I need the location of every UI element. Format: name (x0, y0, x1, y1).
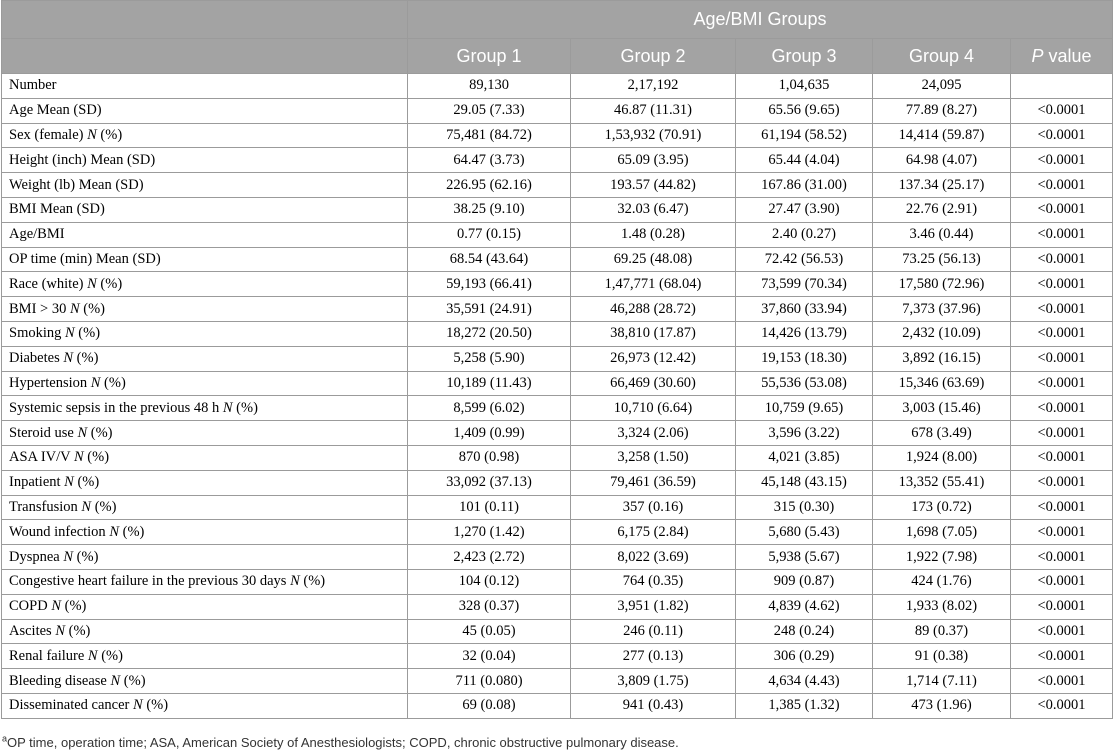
cell-group-4: 137.34 (25.17) (873, 173, 1011, 198)
cell-group-1: 32 (0.04) (408, 644, 571, 669)
cell-group-4: 15,346 (63.69) (873, 371, 1011, 396)
cell-group-2: 65.09 (3.95) (571, 148, 736, 173)
table-row (2, 297, 1113, 322)
row-label-suffix: (%) (299, 573, 326, 590)
row-label-italic: N (110, 672, 121, 689)
row-label (2, 272, 408, 297)
column-header-group-3: Group 3 (736, 39, 873, 74)
cell-p-value: <0.0001 (1011, 247, 1113, 272)
cell-group-1: 1,409 (0.99) (408, 421, 571, 446)
cell-group-1: 5,258 (5.90) (408, 346, 571, 371)
row-label-text: Sex (female) (9, 126, 88, 143)
table-row (2, 644, 1113, 669)
table-row (2, 272, 1113, 297)
cell-group-2: 3,951 (1.82) (571, 594, 736, 619)
cell-group-4: 424 (1.76) (873, 569, 1011, 594)
table-row (2, 197, 1113, 222)
cell-group-4: 1,922 (7.98) (873, 545, 1011, 570)
table-row (2, 247, 1113, 272)
footnote (2, 735, 679, 750)
row-label-text: Disseminated cancer (9, 697, 134, 714)
cell-group-3: 14,426 (13.79) (736, 321, 873, 346)
cell-group-2: 69.25 (48.08) (571, 247, 736, 272)
cell-p-value: <0.0001 (1011, 222, 1113, 247)
cell-group-3: 315 (0.30) (736, 495, 873, 520)
cell-group-4: 173 (0.72) (873, 495, 1011, 520)
cell-group-2: 3,324 (2.06) (571, 421, 736, 446)
cell-group-3: 10,759 (9.65) (736, 396, 873, 421)
cell-group-1: 33,092 (37.13) (408, 470, 571, 495)
cell-group-3: 167.86 (31.00) (736, 173, 873, 198)
row-label-suffix: (%) (87, 424, 113, 441)
p-italic: P (1031, 45, 1044, 66)
row-label (2, 247, 408, 272)
cell-group-3: 27.47 (3.90) (736, 197, 873, 222)
cell-group-4: 22.76 (2.91) (873, 197, 1011, 222)
row-label-text: OP time (min) Mean (SD) (9, 250, 161, 267)
cell-group-2: 1,47,771 (68.04) (571, 272, 736, 297)
cell-group-2: 66,469 (30.60) (571, 371, 736, 396)
cell-group-1: 711 (0.080) (408, 669, 571, 694)
cell-p-value: <0.0001 (1011, 173, 1113, 198)
cell-group-1: 1,270 (1.42) (408, 520, 571, 545)
cell-group-3: 37,860 (33.94) (736, 297, 873, 322)
cell-group-3: 248 (0.24) (736, 619, 873, 644)
row-label-italic: N (87, 647, 98, 664)
row-label-suffix: (%) (96, 275, 123, 292)
row-label-suffix: (%) (91, 498, 117, 515)
header-blank-cell (2, 39, 408, 74)
row-label-italic: N (63, 548, 74, 565)
table-row (2, 173, 1113, 198)
row-label (2, 297, 408, 322)
cell-group-3: 4,839 (4.62) (736, 594, 873, 619)
cell-group-3: 65.44 (4.04) (736, 148, 873, 173)
row-label-text: Age Mean (SD) (9, 102, 102, 119)
row-label (2, 594, 408, 619)
cell-p-value: <0.0001 (1011, 421, 1113, 446)
row-label-suffix: (%) (100, 374, 126, 391)
row-label-italic: N (51, 598, 61, 615)
row-label-suffix: (%) (96, 126, 123, 143)
table-row (2, 74, 1113, 99)
cell-group-3: 909 (0.87) (736, 569, 873, 594)
row-label-text: Smoking (9, 325, 65, 342)
cell-group-2: 357 (0.16) (571, 495, 736, 520)
row-label-text: Steroid use (9, 424, 78, 441)
row-label (2, 669, 408, 694)
cell-group-3: 2.40 (0.27) (736, 222, 873, 247)
cell-p-value: <0.0001 (1011, 693, 1113, 718)
cell-p-value: <0.0001 (1011, 272, 1113, 297)
footnote-marker: a (2, 733, 8, 744)
row-label-text: BMI Mean (SD) (9, 201, 105, 218)
row-label (2, 396, 408, 421)
cell-group-4: 64.98 (4.07) (873, 148, 1011, 173)
cell-group-2: 246 (0.11) (571, 619, 736, 644)
table-row (2, 371, 1113, 396)
row-label (2, 495, 408, 520)
row-label-text: BMI > 30 (9, 300, 70, 317)
cell-group-2: 38,810 (17.87) (571, 321, 736, 346)
cell-group-4: 3,003 (15.46) (873, 396, 1011, 421)
p-rest: value (1043, 45, 1092, 66)
row-label-text: Bleeding disease (9, 672, 111, 689)
row-label-italic: N (55, 622, 65, 639)
cell-p-value: <0.0001 (1011, 321, 1113, 346)
row-label-suffix: (%) (60, 598, 87, 615)
cell-p-value: <0.0001 (1011, 545, 1113, 570)
table-row (2, 594, 1113, 619)
cell-group-1: 75,481 (84.72) (408, 123, 571, 148)
row-label-text: Diabetes (9, 350, 64, 367)
cell-group-3: 1,385 (1.32) (736, 693, 873, 718)
cell-p-value: <0.0001 (1011, 569, 1113, 594)
cell-p-value: <0.0001 (1011, 396, 1113, 421)
row-label (2, 470, 408, 495)
cell-p-value: <0.0001 (1011, 470, 1113, 495)
table-row (2, 470, 1113, 495)
table-row (2, 569, 1113, 594)
cell-group-4: 1,714 (7.11) (873, 669, 1011, 694)
cell-group-4: 1,924 (8.00) (873, 445, 1011, 470)
cell-group-2: 193.57 (44.82) (571, 173, 736, 198)
cell-group-4: 473 (1.96) (873, 693, 1011, 718)
cell-group-4: 24,095 (873, 74, 1011, 99)
cell-group-4: 3.46 (0.44) (873, 222, 1011, 247)
row-label-suffix: (%) (97, 647, 123, 664)
cell-group-1: 29.05 (7.33) (408, 98, 571, 123)
row-label-italic: N (81, 498, 92, 515)
row-label-suffix: (%) (118, 523, 145, 540)
cell-group-1: 68.54 (43.64) (408, 247, 571, 272)
row-label (2, 222, 408, 247)
row-label (2, 197, 408, 222)
column-header-group-2: Group 2 (571, 39, 736, 74)
table-row (2, 321, 1113, 346)
row-label-italic: N (64, 474, 74, 491)
cell-group-1: 0.77 (0.15) (408, 222, 571, 247)
cell-group-2: 10,710 (6.64) (571, 396, 736, 421)
row-label-italic: N (69, 300, 80, 317)
table-body (2, 74, 1113, 719)
row-label-italic: N (222, 399, 233, 416)
row-label (2, 619, 408, 644)
cell-group-1: 8,599 (6.02) (408, 396, 571, 421)
row-label-suffix: (%) (83, 449, 110, 466)
row-label (2, 74, 408, 99)
cell-p-value: <0.0001 (1011, 669, 1113, 694)
row-label-text: Ascites (9, 622, 56, 639)
cell-p-value: <0.0001 (1011, 445, 1113, 470)
row-label (2, 421, 408, 446)
cell-group-4: 91 (0.38) (873, 644, 1011, 669)
cell-group-4: 17,580 (72.96) (873, 272, 1011, 297)
cell-p-value: <0.0001 (1011, 619, 1113, 644)
cell-group-1: 89,130 (408, 74, 571, 99)
row-label (2, 98, 408, 123)
cell-group-4: 14,414 (59.87) (873, 123, 1011, 148)
table-row (2, 693, 1113, 718)
cell-group-4: 678 (3.49) (873, 421, 1011, 446)
footnote-text: OP time, operation time; ASA, American Society of Anesthesiologists; COPD, chronic obstructive pulmonary disease. (7, 735, 679, 750)
row-label-italic: N (109, 523, 119, 540)
cell-group-2: 46,288 (28.72) (571, 297, 736, 322)
cell-p-value: <0.0001 (1011, 297, 1113, 322)
cell-group-2: 79,461 (36.59) (571, 470, 736, 495)
table-row (2, 123, 1113, 148)
row-label-suffix: (%) (64, 622, 91, 639)
cell-p-value: <0.0001 (1011, 594, 1113, 619)
cell-group-3: 3,596 (3.22) (736, 421, 873, 446)
cell-group-4: 7,373 (37.96) (873, 297, 1011, 322)
cell-group-2: 764 (0.35) (571, 569, 736, 594)
row-label-text: Race (white) (9, 275, 88, 292)
cell-group-3: 4,634 (4.43) (736, 669, 873, 694)
table-row (2, 520, 1113, 545)
row-label-suffix: (%) (79, 300, 105, 317)
row-label-text: Inpatient (9, 474, 65, 491)
table-header (2, 1, 1113, 74)
row-label-italic: N (65, 325, 75, 342)
column-header-group-1: Group 1 (408, 39, 571, 74)
row-label (2, 545, 408, 570)
row-label-text: Number (9, 77, 57, 94)
column-header-p-value (1011, 39, 1113, 74)
row-label-suffix: (%) (74, 325, 101, 342)
group-title: Age/BMI Groups (408, 1, 1113, 39)
cell-group-3: 65.56 (9.65) (736, 98, 873, 123)
cell-group-1: 45 (0.05) (408, 619, 571, 644)
table-row (2, 545, 1113, 570)
row-label-suffix: (%) (142, 697, 169, 714)
cell-group-3: 73,599 (70.34) (736, 272, 873, 297)
row-label-italic: N (87, 275, 97, 292)
cell-group-2: 1,53,932 (70.91) (571, 123, 736, 148)
cell-group-1: 18,272 (20.50) (408, 321, 571, 346)
cell-group-1: 226.95 (62.16) (408, 173, 571, 198)
cell-group-1: 35,591 (24.91) (408, 297, 571, 322)
cell-p-value: <0.0001 (1011, 371, 1113, 396)
table-row (2, 495, 1113, 520)
cell-group-3: 19,153 (18.30) (736, 346, 873, 371)
cell-group-3: 5,938 (5.67) (736, 545, 873, 570)
cell-group-1: 59,193 (66.41) (408, 272, 571, 297)
row-label-text: Congestive heart failure in the previous 30 days (9, 573, 291, 590)
row-label-italic: N (90, 374, 101, 391)
cell-group-1: 38.25 (9.10) (408, 197, 571, 222)
row-label-text: Weight (lb) Mean (SD) (9, 176, 144, 193)
table-row (2, 98, 1113, 123)
row-label-text: COPD (9, 598, 52, 615)
cell-p-value: <0.0001 (1011, 644, 1113, 669)
row-label-italic: N (74, 449, 84, 466)
row-label-suffix: (%) (232, 399, 258, 416)
cell-p-value: <0.0001 (1011, 123, 1113, 148)
cell-group-3: 72.42 (56.53) (736, 247, 873, 272)
row-label-suffix: (%) (73, 474, 100, 491)
row-label-text: Systemic sepsis in the previous 48 h (9, 399, 223, 416)
row-label-italic: N (77, 424, 88, 441)
cell-group-2: 2,17,192 (571, 74, 736, 99)
row-label-italic: N (133, 697, 143, 714)
cell-p-value: <0.0001 (1011, 346, 1113, 371)
row-label-text: Wound infection (9, 523, 110, 540)
cell-group-2: 6,175 (2.84) (571, 520, 736, 545)
cell-group-3: 5,680 (5.43) (736, 520, 873, 545)
cell-group-4: 13,352 (55.41) (873, 470, 1011, 495)
cell-group-3: 55,536 (53.08) (736, 371, 873, 396)
cell-group-2: 32.03 (6.47) (571, 197, 736, 222)
row-label (2, 321, 408, 346)
cell-group-2: 277 (0.13) (571, 644, 736, 669)
cell-group-2: 3,258 (1.50) (571, 445, 736, 470)
row-label (2, 644, 408, 669)
row-label (2, 445, 408, 470)
cell-group-2: 8,022 (3.69) (571, 545, 736, 570)
table-row (2, 669, 1113, 694)
cell-p-value: <0.0001 (1011, 495, 1113, 520)
header-blank-cell (2, 1, 408, 39)
cell-group-1: 10,189 (11.43) (408, 371, 571, 396)
cell-group-1: 104 (0.12) (408, 569, 571, 594)
cell-group-3: 306 (0.29) (736, 644, 873, 669)
cell-p-value: <0.0001 (1011, 148, 1113, 173)
cell-group-1: 328 (0.37) (408, 594, 571, 619)
cell-p-value: <0.0001 (1011, 197, 1113, 222)
cell-group-2: 26,973 (12.42) (571, 346, 736, 371)
row-label-suffix: (%) (120, 672, 146, 689)
cell-group-1: 2,423 (2.72) (408, 545, 571, 570)
row-label-text: Hypertension (9, 374, 91, 391)
row-label-italic: N (87, 126, 97, 143)
cell-group-4: 1,698 (7.05) (873, 520, 1011, 545)
row-label (2, 346, 408, 371)
table-row (2, 445, 1113, 470)
cell-group-4: 89 (0.37) (873, 619, 1011, 644)
cell-group-2: 46.87 (11.31) (571, 98, 736, 123)
row-label-italic: N (63, 350, 74, 367)
row-label (2, 148, 408, 173)
row-label (2, 173, 408, 198)
cell-group-4: 3,892 (16.15) (873, 346, 1011, 371)
cell-group-2: 1.48 (0.28) (571, 222, 736, 247)
cell-p-value: <0.0001 (1011, 98, 1113, 123)
cell-group-4: 73.25 (56.13) (873, 247, 1011, 272)
cell-group-3: 61,194 (58.52) (736, 123, 873, 148)
cell-group-1: 64.47 (3.73) (408, 148, 571, 173)
cell-group-4: 1,933 (8.02) (873, 594, 1011, 619)
table-row (2, 396, 1113, 421)
row-label (2, 371, 408, 396)
cell-group-3: 1,04,635 (736, 74, 873, 99)
cell-p-value: <0.0001 (1011, 520, 1113, 545)
cell-group-1: 870 (0.98) (408, 445, 571, 470)
row-label-text: Renal failure (9, 647, 88, 664)
table-row (2, 421, 1113, 446)
cell-p-value (1011, 74, 1113, 99)
row-label-text: ASA IV/V (9, 449, 74, 466)
table-row (2, 619, 1113, 644)
row-label-text: Dyspnea (9, 548, 64, 565)
row-label-text: Height (inch) Mean (SD) (9, 151, 156, 168)
cell-group-4: 77.89 (8.27) (873, 98, 1011, 123)
row-label-suffix: (%) (73, 548, 99, 565)
row-label (2, 693, 408, 718)
cell-group-1: 101 (0.11) (408, 495, 571, 520)
row-label (2, 520, 408, 545)
row-label-text: Age/BMI (9, 226, 65, 243)
table-row (2, 148, 1113, 173)
row-label (2, 123, 408, 148)
row-label-italic: N (290, 573, 300, 590)
cell-group-4: 2,432 (10.09) (873, 321, 1011, 346)
column-header-group-4: Group 4 (873, 39, 1011, 74)
cell-group-2: 941 (0.43) (571, 693, 736, 718)
row-label (2, 569, 408, 594)
cell-group-2: 3,809 (1.75) (571, 669, 736, 694)
row-label-text: Transfusion (9, 498, 82, 515)
cell-group-3: 4,021 (3.85) (736, 445, 873, 470)
cell-group-3: 45,148 (43.15) (736, 470, 873, 495)
data-table (1, 0, 1113, 719)
table-row (2, 346, 1113, 371)
row-label-suffix: (%) (73, 350, 99, 367)
cell-group-1: 69 (0.08) (408, 693, 571, 718)
table-row (2, 222, 1113, 247)
